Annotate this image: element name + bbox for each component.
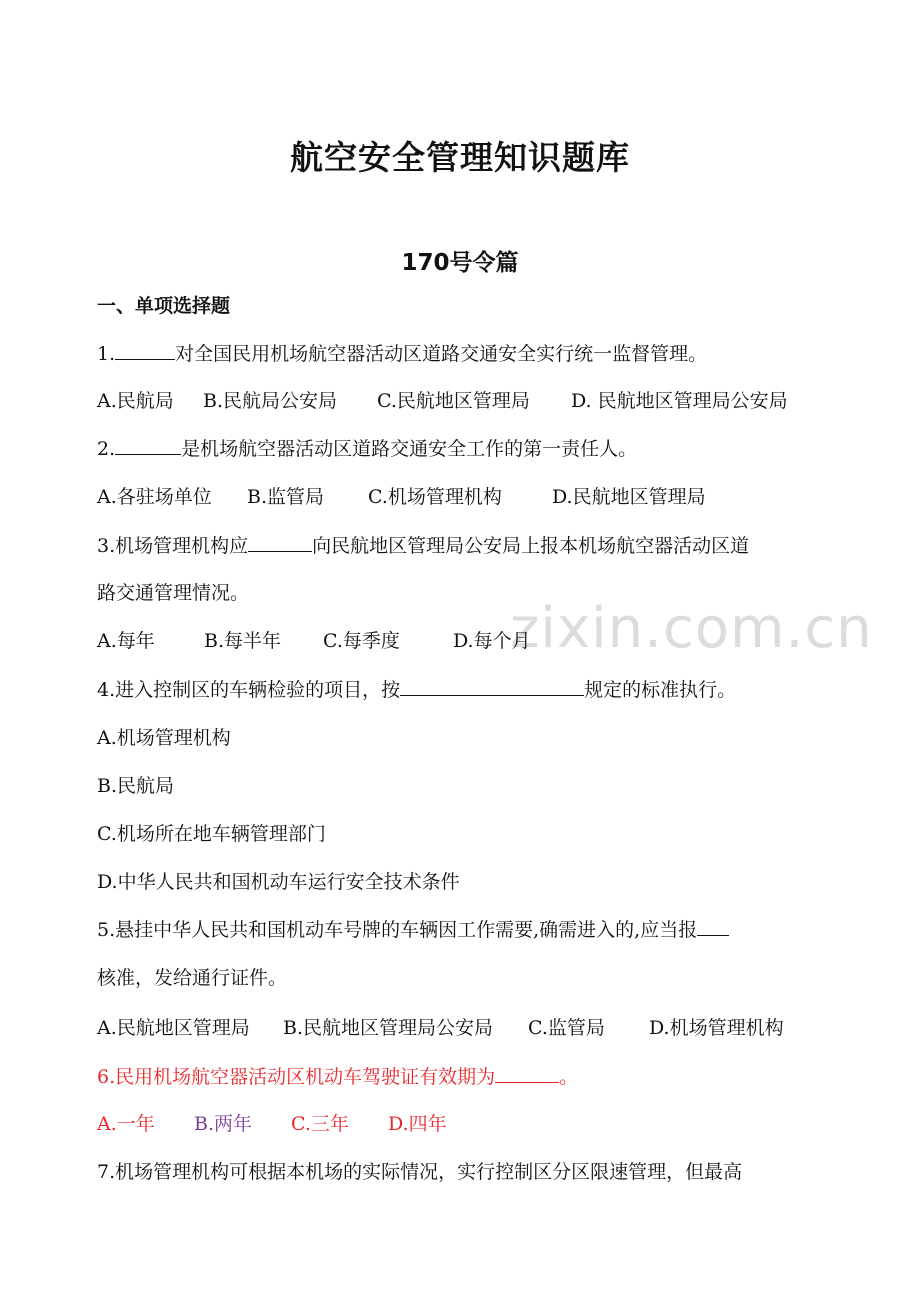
option-a: A.每年 — [97, 630, 155, 652]
question-6-options — [97, 1110, 447, 1138]
question-5-options — [97, 1014, 784, 1042]
option-b: B.每半年 — [204, 630, 282, 652]
answer-blank — [115, 341, 175, 360]
option-d: D.每个月 — [453, 630, 531, 652]
option-b: B.民航局公安局 — [203, 390, 338, 412]
option-b: B.民航局 — [97, 775, 175, 797]
section-heading: 一、单项选择题 — [97, 295, 231, 317]
question-number: 1. — [97, 343, 116, 365]
option-d: D.机场管理机构 — [649, 1017, 784, 1039]
answer-blank — [115, 436, 181, 455]
option-d: D.民航地区管理局 — [552, 486, 706, 508]
question-5-continued: 核准，发给通行证件。 — [97, 967, 288, 989]
option-b-answer: B.两年 — [194, 1113, 253, 1135]
question-3 — [97, 532, 749, 560]
option-a: A.民航局 — [97, 390, 174, 412]
option-b: B.民航地区管理局公安局 — [283, 1017, 494, 1039]
option-c: C.每季度 — [323, 630, 400, 652]
question-number: 2. — [97, 438, 116, 460]
option-d: D.中华人民共和国机动车运行安全技术条件 — [97, 871, 460, 893]
answer-blank — [495, 1064, 559, 1083]
document-subtitle: 170号令篇 — [401, 250, 519, 276]
question-5 — [97, 916, 729, 944]
question-7: 7.机场管理机构可根据本机场的实际情况，实行控制区分区限速管理，但最高 — [97, 1161, 743, 1183]
option-a: A.机场管理机构 — [97, 727, 231, 749]
option-d: D.四年 — [388, 1113, 447, 1135]
question-1 — [97, 340, 707, 368]
question-text: 是机场航空器活动区道路交通安全工作的第一责任人。 — [181, 438, 638, 460]
question-text-start: 3.机场管理机构应 — [97, 535, 249, 557]
question-text-end: 规定的标准执行。 — [584, 679, 737, 701]
answer-blank — [697, 917, 729, 936]
question-2-options — [97, 483, 706, 511]
answer-blank — [400, 677, 584, 696]
question-4 — [97, 676, 736, 704]
question-3-options — [97, 627, 531, 655]
question-text-end: 。 — [559, 1066, 579, 1088]
watermark: zixin.com.cn — [510, 596, 873, 661]
option-c: C.监管局 — [528, 1017, 605, 1039]
question-text-start: 4.进入控制区的车辆检验的项目，按 — [97, 679, 401, 701]
document-title: 航空安全管理知识题库 — [290, 138, 630, 177]
option-a: A.民航地区管理局 — [97, 1017, 250, 1039]
option-d: D. 民航地区管理局公安局 — [571, 390, 788, 412]
option-b: B.监管局 — [247, 486, 325, 508]
question-text: 对全国民用机场航空器活动区道路交通安全实行统一监督管理。 — [175, 343, 708, 365]
question-2 — [97, 435, 637, 463]
option-c: C.民航地区管理局 — [377, 390, 530, 412]
option-a: A.各驻场单位 — [97, 486, 212, 508]
question-text-end: 向民航地区管理局公安局上报本机场航空器活动区道 — [312, 535, 750, 557]
question-3-continued: 路交通管理情况。 — [97, 582, 250, 604]
answer-blank — [248, 533, 312, 552]
question-text-start: 6.民用机场航空器活动区机动车驾驶证有效期为 — [97, 1066, 496, 1088]
option-c: C.三年 — [291, 1113, 349, 1135]
option-a: A.一年 — [97, 1113, 155, 1135]
option-c: C.机场所在地车辆管理部门 — [97, 823, 326, 845]
option-c: C.机场管理机构 — [368, 486, 502, 508]
question-6 — [97, 1063, 578, 1091]
question-1-options — [97, 387, 788, 415]
question-text-start: 5.悬挂中华人民共和国机动车号牌的车辆因工作需要,确需进入的,应当报 — [97, 919, 698, 941]
